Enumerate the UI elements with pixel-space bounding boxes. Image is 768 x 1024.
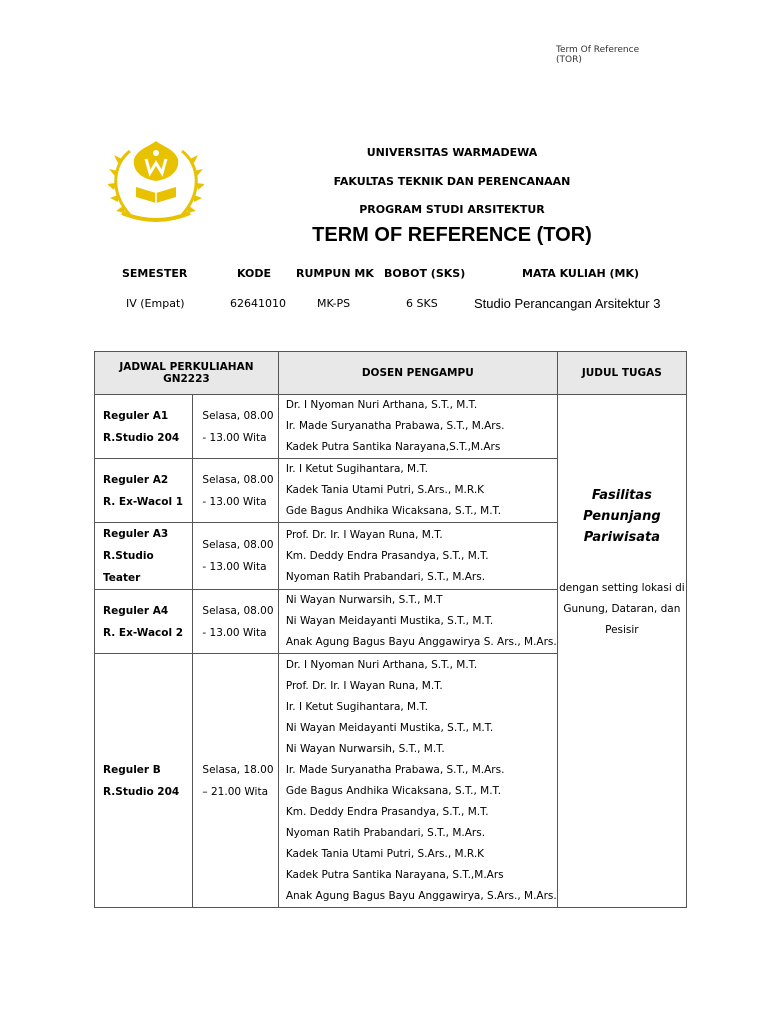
lecturer-name: Anak Agung Bagus Bayu Anggawirya S. Ars., M.Ars. (285, 636, 557, 648)
time-start: Selasa, 08.00 (202, 604, 274, 617)
table-header-row (95, 352, 687, 395)
lecturer-name: Ir. I Ketut Sugihantara, M.T. (285, 463, 428, 475)
time-cell (193, 395, 278, 459)
university-name: UNIVERSITAS WARMADEWA (366, 146, 538, 159)
class-cell (95, 590, 193, 654)
faculty-name: FAKULTAS TEKNIK DAN PERENCANAAN (333, 175, 571, 188)
class-name: Reguler A4 (103, 604, 169, 617)
class-name: Reguler A2 (103, 473, 169, 486)
lecturer-name: Ir. I Ketut Sugihantara, M.T. (285, 700, 428, 713)
lecturer-name: Gde Bagus Andhika Wicaksana, S.T., M.T. (285, 505, 502, 517)
table-row (95, 395, 687, 459)
lecturer-name: Ni Wayan Nurwarsih, S.T., M.T (285, 594, 443, 606)
header-note-line1: Term Of Reference (556, 45, 640, 55)
lecturer-name: Kadek Putra Santika Narayana, S.T.,M.Ars (285, 868, 504, 881)
class-room: R. Ex-Wacol 2 (103, 626, 184, 639)
lecturer-cell (278, 459, 557, 523)
lecturer-name: Ni Wayan Meidayanti Mustika, S.T., M.T. (285, 721, 494, 734)
class-name: Reguler A1 (103, 409, 169, 422)
class-room: R.Studio (103, 550, 154, 562)
time-end: - 13.00 Wita (202, 626, 267, 639)
bobot-value: 6 SKS (406, 297, 438, 310)
time-cell (193, 459, 278, 523)
lecturer-cell (278, 523, 557, 590)
time-cell (193, 654, 278, 908)
header-note (556, 45, 639, 65)
lecturer-name: Ir. Made Suryanatha Prabawa, S.T., M.Ars. (285, 420, 505, 432)
class-room: R. Ex-Wacol 1 (103, 495, 184, 508)
lecturer-name: Ir. Made Suryanatha Prabawa, S.T., M.Ars. (285, 763, 505, 776)
class-room-2: Teater (103, 572, 141, 584)
semester-header: SEMESTER (122, 267, 188, 280)
lecturer-name: Ni Wayan Nurwarsih, S.T., M.T. (285, 742, 445, 755)
class-name: Reguler A3 (103, 528, 169, 540)
judul-title: Fasilitas Penunjang Pariwisata (583, 488, 661, 545)
lecturer-name: Ni Wayan Meidayanti Mustika, S.T., M.T. (285, 615, 494, 627)
lecturer-name: Prof. Dr. Ir. I Wayan Runa, M.T. (285, 528, 443, 541)
class-room: R.Studio 204 (103, 431, 180, 444)
lecturer-name: Kadek Tania Utami Putri, S.Ars., M.R.K (285, 484, 485, 496)
mata-kuliah-value: Studio Perancangan Arsitektur 3 (474, 296, 661, 311)
time-start: Selasa, 18.00 (202, 763, 274, 776)
program-name: PROGRAM STUDI ARSITEKTUR (359, 203, 545, 216)
lecturer-cell (278, 654, 557, 908)
semester-value: IV (Empat) (126, 297, 185, 310)
lecturer-name: Kadek Tania Utami Putri, S.Ars., M.R.K (285, 847, 485, 860)
lecturer-name: Prof. Dr. Ir. I Wayan Runa, M.T. (285, 679, 443, 692)
rumpun-header: RUMPUN MK (296, 267, 374, 280)
class-cell (95, 459, 193, 523)
class-room: R.Studio 204 (103, 785, 180, 798)
lecturer-name: Km. Deddy Endra Prasandya, S.T., M.T. (285, 805, 489, 818)
judul-cell (557, 395, 686, 908)
lecturer-name: Anak Agung Bagus Bayu Anggawirya, S.Ars., M.Ars. (285, 889, 557, 902)
time-start: Selasa, 08.00 (202, 539, 274, 551)
dosen-header: DOSEN PENGAMPU (278, 352, 557, 395)
lecturer-name: Gde Bagus Andhika Wicaksana, S.T., M.T. (285, 784, 502, 797)
lecturer-name: Kadek Putra Santika Narayana,S.T.,M.Ars (285, 441, 501, 453)
mata-kuliah-header: MATA KULIAH (MK) (522, 267, 640, 280)
judul-subtitle: dengan setting lokasi di Gunung, Dataran, dan Pesisir (559, 582, 685, 636)
judul-header: JUDUL TUGAS (557, 352, 686, 395)
time-start: Selasa, 08.00 (202, 473, 274, 486)
lecturer-name: Nyoman Ratih Prabandari, S.T., M.Ars. (285, 826, 486, 839)
lecturer-cell (278, 395, 557, 459)
lecturer-name: Dr. I Nyoman Nuri Arthana, S.T., M.T. (285, 399, 478, 411)
schedule-table (94, 351, 687, 908)
rumpun-value: MK-PS (317, 297, 351, 310)
bobot-header: BOBOT (SKS) (384, 267, 466, 280)
class-name: Reguler B (103, 763, 161, 776)
lecturer-name: Dr. I Nyoman Nuri Arthana, S.T., M.T. (285, 658, 478, 671)
time-end: - 13.00 Wita (202, 495, 267, 508)
kode-value: 62641010 (230, 297, 286, 310)
class-cell (95, 654, 193, 908)
class-cell (95, 523, 193, 590)
kode-header: KODE (237, 267, 272, 280)
time-end: – 21.00 Wita (202, 785, 269, 798)
time-end: - 13.00 Wita (202, 561, 267, 573)
time-cell (193, 590, 278, 654)
jadwal-header: JADWAL PERKULIAHAN GN2223 (95, 352, 279, 395)
lecturer-name: Nyoman Ratih Prabandari, S.T., M.Ars. (285, 570, 486, 583)
header-note-line2: (TOR) (556, 55, 582, 65)
time-start: Selasa, 08.00 (202, 409, 274, 422)
lecturer-cell (278, 590, 557, 654)
lecturer-name: Km. Deddy Endra Prasandya, S.T., M.T. (285, 549, 489, 562)
class-cell (95, 395, 193, 459)
time-cell (193, 523, 278, 590)
document-title: TERM OF REFERENCE (TOR) (312, 224, 592, 246)
time-end: - 13.00 Wita (202, 431, 267, 444)
university-logo-icon (108, 135, 204, 227)
